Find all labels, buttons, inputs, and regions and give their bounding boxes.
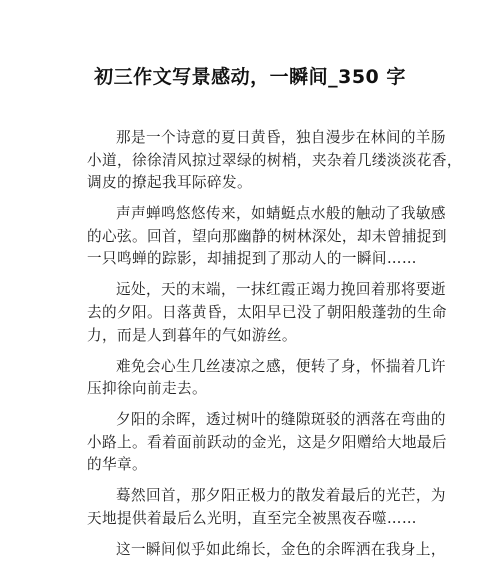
paragraph-5 bbox=[87, 409, 447, 477]
text-line: 调皮的撩起我耳际碎发。 bbox=[87, 174, 252, 192]
text-line: 难免会心生几丝凄凉之感，便转了身，怀揣着几许 bbox=[116, 357, 446, 375]
paragraph-7 bbox=[87, 539, 446, 562]
paragraph-1 bbox=[87, 127, 462, 195]
text-line: 去的夕阳。日落黄昏，太阳早已没了朝阳般蓬勃的生命 bbox=[87, 303, 447, 321]
text-line: 的华章。 bbox=[87, 456, 147, 474]
text-line: 天地提供着最后么光明，直至完全被黑夜吞噬…… bbox=[87, 509, 417, 527]
paragraph-3 bbox=[87, 279, 447, 347]
text-line: 小路上。看着面前跃动的金光，这是夕阳赠给大地最后 bbox=[87, 433, 447, 451]
text-line: 小道，徐徐清风掠过翠绿的树梢，夹杂着几缕淡淡花香， bbox=[87, 151, 462, 169]
text-line: 力，而是人到暮年的气如游丝。 bbox=[87, 326, 297, 344]
text-line: 这一瞬间似乎如此绵长，金色的余晖洒在我身上， bbox=[116, 540, 446, 558]
paragraph-2 bbox=[87, 203, 447, 271]
text-line: 远处，天的末端，一抹红霞正竭力挽回着那将要逝 bbox=[116, 281, 446, 299]
text-line: 一只鸣蝉的踪影，却捕捉到了那动人的一瞬间…… bbox=[87, 250, 417, 268]
paragraph-4 bbox=[87, 356, 446, 401]
text-line: 压抑徐向前走去。 bbox=[87, 380, 207, 398]
paragraph-6 bbox=[87, 485, 446, 530]
text-line: 声声蝉鸣悠悠传来，如蜻蜓点水般的触动了我敏感 bbox=[116, 205, 446, 223]
text-line: 的心弦。回首，望向那幽静的树林深处，却未曾捕捉到 bbox=[87, 227, 447, 245]
document-body bbox=[87, 127, 462, 570]
text-line: 那是一个诗意的夏日黄昏，独自漫步在林间的羊肠 bbox=[116, 129, 446, 146]
document-title: 初三作文写景感动，一瞬间_350 字 bbox=[94, 66, 406, 88]
text-line: 夕阳的余晖，透过树叶的缝隙斑驳的洒落在弯曲的 bbox=[116, 411, 446, 429]
text-line: 蓦然回首，那夕阳正极力的散发着最后的光芒，为 bbox=[116, 487, 446, 505]
